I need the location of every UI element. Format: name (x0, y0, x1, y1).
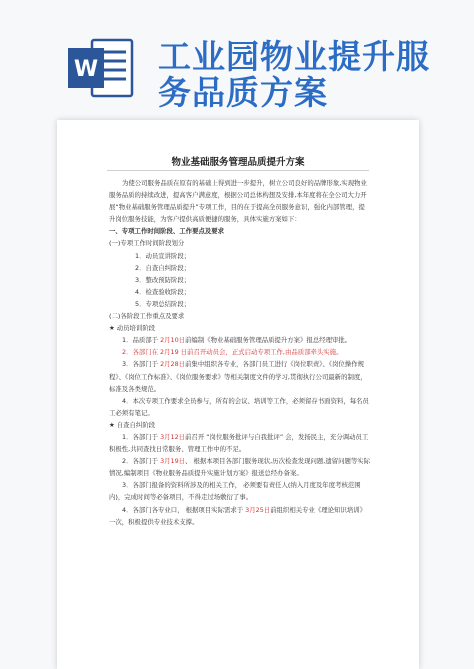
stage-item: 3．整改预防阶段； (135, 275, 191, 284)
item-text: 前集中组织各专业，各部门员工进行《岗位职责》、《岗位操作规程》、《岗位工作标准》、《岗位服务要求》等相关制度文件的学习,贯彻执行公司最新的制度，标准及各类规范。 (109, 360, 367, 393)
section-heading: 一、专项工作时间阶段、工作要点及要求 (109, 227, 225, 236)
stage-list (109, 250, 371, 310)
item-text: 1．各部门于 (122, 432, 161, 441)
highlighted-text: 2．各部门在 2月19 日前召开动员会，正式启动专项工作,由品质部牵头实施。 (122, 348, 343, 357)
item-text: 前召开 “岗位服务批评与自我批评” 会，发扬民主，充分调动员工积极性,共同查找日常服务、管理工作中的不足。 (109, 432, 369, 454)
phase-heading: ★ 自查自纠阶段 (109, 420, 156, 429)
item-text: 3．各部门于 (122, 360, 161, 369)
list-item (109, 504, 371, 528)
stage-item: 4．检查验收阶段； (135, 287, 191, 296)
phase2-items (109, 431, 371, 528)
phase-heading: ★ 动员培训阶段 (109, 324, 156, 333)
intro-paragraph: 为使公司服务品质在原有的基础上得到进一步提升，树立公司良好的品牌形象,实现物业服务品质的持续改进，提高客户满意度，根据公司总体构想及安排,本年度将在全公司大力开展“物业基础服务管理品质提升”专项工作，目的在于提高全员服务意识，强化内部管理，提升岗位服务技能，为客户提供高质便捷的服务，具体实施方案如下： (109, 179, 367, 224)
word-document-icon (68, 37, 134, 99)
document-body (109, 177, 371, 528)
item-text: 3．各部门报备的资料所涉及的相关工作， 必须要有责任人(纳入月度及年度考核范围内)，完成时间等必备项目，不得走过场敷衍了事。 (109, 481, 361, 502)
title-divider (107, 170, 369, 171)
header (0, 0, 474, 120)
item-text: 、 根据本项目各部门服务现状,历次检查发现问题,遗留问题等实际情况,编制项目《物业服务品质提升实施计划方案》报送总经办备案。 (109, 457, 371, 478)
item-text: 2．各部门于 (122, 457, 161, 466)
highlighted-text: 3月25日 (245, 505, 271, 514)
list-item (109, 455, 371, 479)
word-icon-letter: W (73, 57, 99, 82)
document-title: 物业基础服务管理品质提升方案 (171, 157, 305, 168)
item-text: 前编制《物业基础服务管理品质提升方案》报总经理审批。 (185, 336, 352, 345)
item-text: 前组织相关专业《理论知识培训》一次，积极提供专业技术支撑。 (109, 505, 367, 526)
subsection-heading: (二)各阶段工作重点及要求 (109, 312, 185, 321)
stage-item: 1．动员宣讲阶段； (135, 251, 191, 260)
item-text: 1．品质部于 (122, 336, 161, 345)
item-text: 4．各部门各专业口， 根据项目实际需求于 (122, 505, 246, 514)
subsection-heading: (一)专项工作时间阶段划分 (109, 239, 185, 248)
list-item (109, 334, 371, 346)
highlighted-text: 2月10日 (160, 336, 186, 345)
list-item (109, 395, 371, 419)
list-item (109, 431, 371, 455)
stage-item: 5．专项总结阶段； (135, 299, 191, 308)
page-title-line-2: 务品质方案 (158, 73, 328, 112)
highlighted-text: 3月19日 (160, 457, 186, 466)
list-item (109, 358, 371, 394)
highlighted-text: 2月28日 (160, 360, 186, 369)
highlighted-text: 3月12日 (160, 432, 186, 441)
stage-item: 2．自查自纠阶段； (135, 263, 191, 272)
list-item (109, 346, 371, 358)
list-item (109, 479, 371, 503)
document-page (57, 120, 419, 669)
item-text: 4．本次专项工作要求全员参与，所有的会议、培训等工作，必须留存书面资料，每名员工必须有笔记。 (109, 396, 369, 417)
phase1-items (109, 334, 371, 419)
page-title-line-1: 工业园物业提升服 (158, 37, 430, 76)
